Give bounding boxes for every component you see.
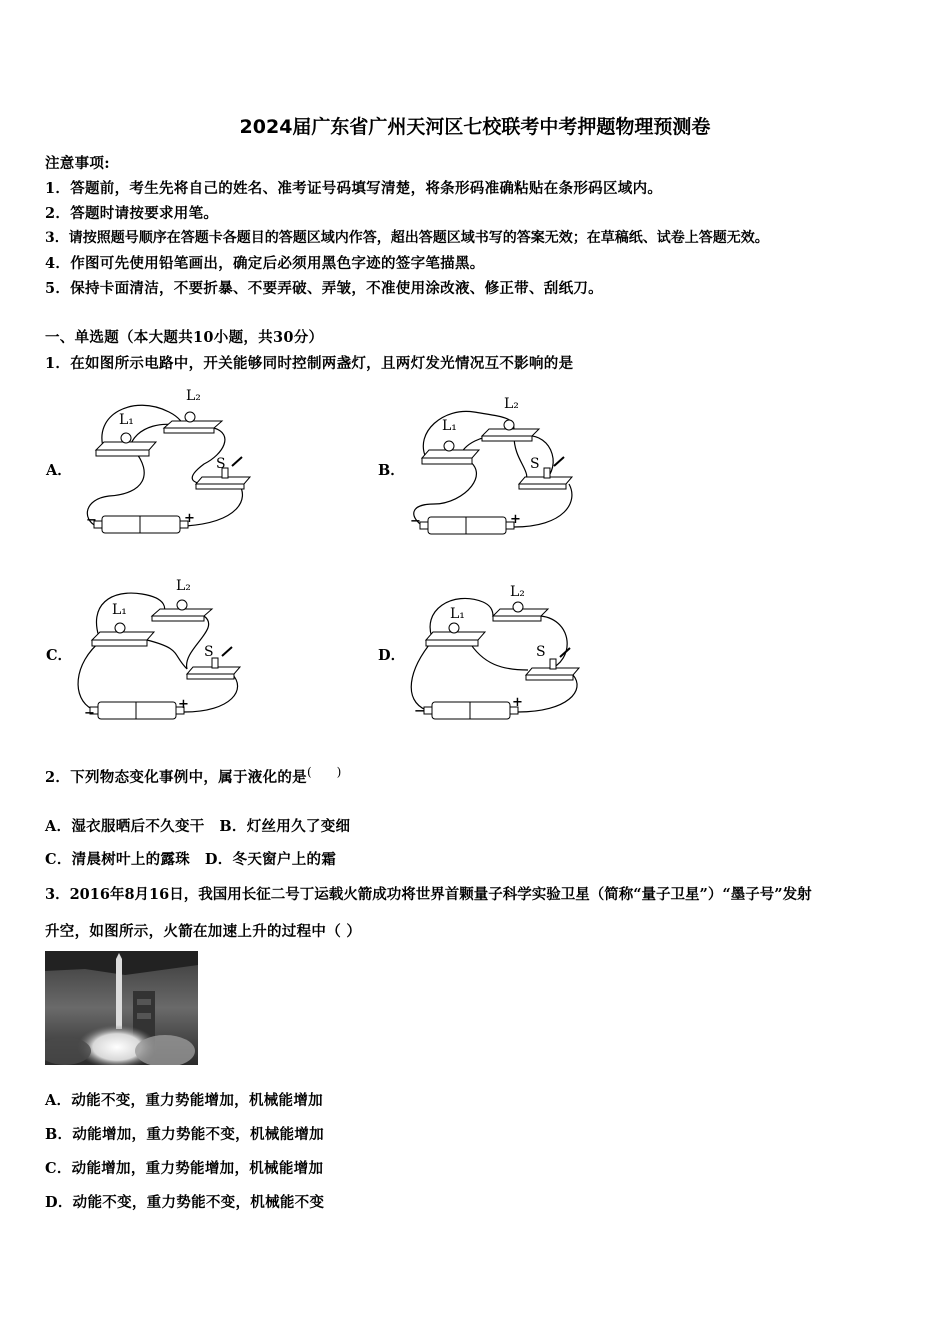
label-plus: + — [184, 511, 195, 526]
label-s: S — [536, 644, 546, 660]
label-l1: L₁ — [450, 606, 465, 622]
answer-paren: ( ) — [307, 765, 342, 779]
circuit-diagram-a — [74, 384, 264, 554]
circuit-diagram-d — [408, 580, 598, 740]
label-s: S — [530, 456, 540, 472]
label-minus: − — [414, 704, 425, 719]
option-a-label: A． — [46, 462, 72, 479]
question-3-stem: 3．2016年8月16日，我国用长征二号丁运载火箭成功将世界首颗量子科学实验卫星（简称“量子卫星”）“墨子号”发射 — [45, 886, 812, 903]
label-l2: L₂ — [186, 388, 201, 404]
circuit-diagram-c — [72, 574, 262, 734]
notice-item: 4．作图可先使用铅笔画出，确定后必须用黑色字迹的签字笔描黑。 — [45, 255, 485, 272]
question-2-options-row: C．清晨树叶上的露珠 D．冬天窗户上的霜 — [45, 851, 337, 868]
question-3-option-c: C．动能增加，重力势能增加，机械能增加 — [45, 1160, 324, 1177]
label-s: S — [216, 456, 226, 472]
question-3-option-a: A．动能不变，重力势能增加，机械能增加 — [45, 1092, 323, 1109]
question-3-option-d: D．动能不变，重力势能不变，机械能不变 — [45, 1194, 325, 1211]
section-heading: 一、单选题（本大题共10小题，共30分） — [45, 329, 324, 346]
page-title: 2024届广东省广州天河区七校联考中考押题物理预测卷 — [239, 116, 711, 138]
notice-item: 3．请按照题号顺序在答题卡各题目的答题区域内作答，超出答题区域书写的答案无效；在草稿纸、试卷上答题无效。 — [45, 230, 769, 246]
label-minus: − — [410, 514, 421, 529]
notice-item: 5．保持卡面清洁，不要折暴、不要弄破、弄皱，不准使用涂改液、修正带、刮纸刀。 — [45, 280, 603, 297]
label-l2: L₂ — [510, 584, 525, 600]
label-l1: L₁ — [112, 602, 127, 618]
option-d-label: D． — [378, 647, 406, 664]
label-minus: − — [84, 706, 95, 721]
circuit-diagram-b — [404, 392, 594, 552]
label-plus: + — [178, 697, 189, 712]
label-s: S — [204, 644, 214, 660]
notice-item: 2．答题时请按要求用笔。 — [45, 205, 219, 222]
option-b-label: B． — [378, 462, 405, 479]
question-2-stem: 2．下列物态变化事例中，属于液化的是( ) — [45, 765, 342, 786]
option-c-label: C． — [46, 647, 73, 664]
label-minus: − — [86, 513, 97, 528]
question-2-options-row: A．湿衣服晒后不久变干 B．灯丝用久了变细 — [45, 818, 351, 835]
rocket-launch-photo — [45, 951, 198, 1065]
label-l2: L₂ — [504, 396, 519, 412]
label-plus: + — [512, 695, 523, 710]
question-3-stem: 升空，如图所示，火箭在加速上升的过程中（ ） — [45, 923, 362, 940]
label-l1: L₁ — [442, 418, 457, 434]
label-l2: L₂ — [176, 578, 191, 594]
question-1-stem: 1．在如图所示电路中，开关能够同时控制两盏灯，且两灯发光情况互不影响的是 — [45, 355, 574, 372]
label-l1: L₁ — [119, 412, 134, 428]
label-plus: + — [510, 512, 521, 527]
notice-heading: 注意事项: — [45, 155, 110, 172]
question-3-option-b: B．动能增加，重力势能不变，机械能增加 — [45, 1126, 324, 1143]
notice-item: 1．答题前，考生先将自己的姓名、准考证号码填写清楚，将条形码准确粘贴在条形码区域内。 — [45, 180, 663, 197]
